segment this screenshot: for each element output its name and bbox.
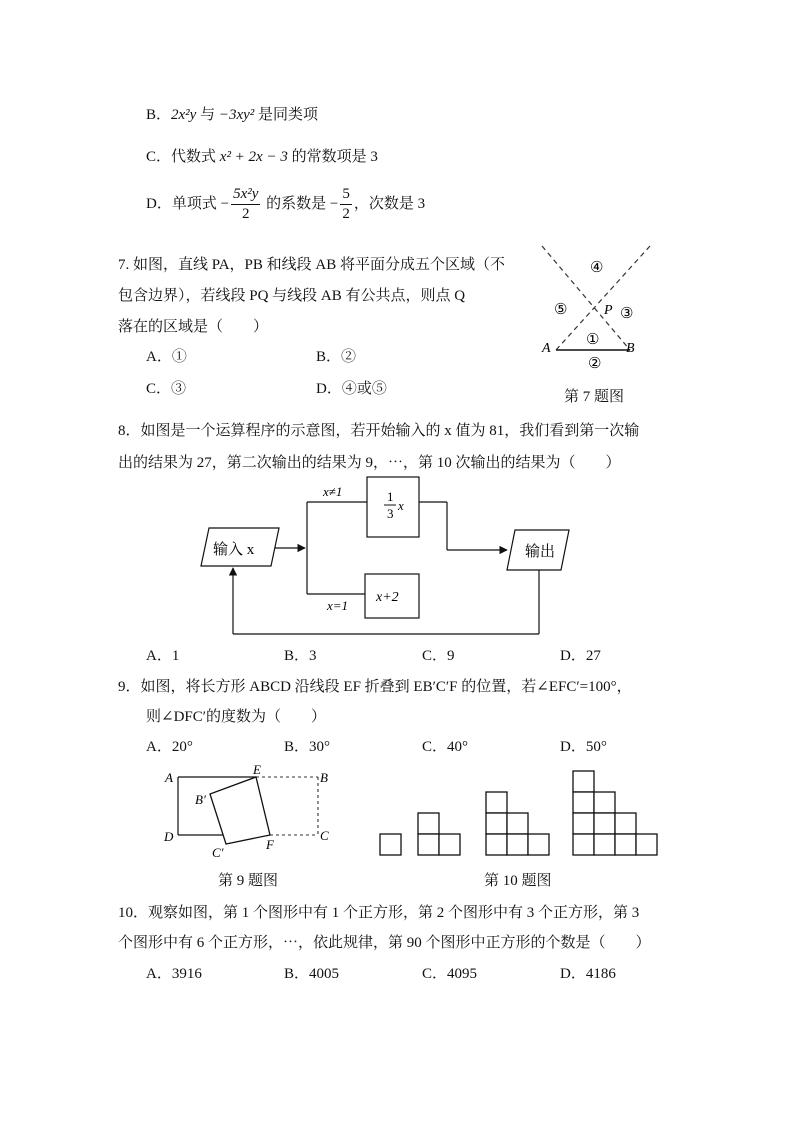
q6-option-c [146,150,378,165]
q10-square [507,813,528,834]
q10-square [486,834,507,855]
q6-option-d-denominator: 2 [241,206,250,222]
q6-option-c-label: C． [146,149,172,165]
q9-label-f: F [266,837,274,852]
q7-option-d: D．④或⑤ [316,381,387,397]
q8-cond-top: x≠1 [323,484,343,499]
q6-option-b [146,108,318,123]
q7-text-line1: 7. 如图，直线 PA，PB 和线段 AB 将平面分成五个区域（不 [118,257,505,273]
q10-figure [376,768,666,860]
q6-option-d [146,187,425,222]
q9-label-c1: C′ [212,845,224,860]
q7-option-b: B．② [316,349,357,365]
q10-figure-1 [380,834,401,855]
q6-option-c-tail: 的常数项是 3 [287,149,378,165]
q8-op-bottom-label: x+2 [376,590,399,605]
q6-option-d-mid: 的系数是 − [262,195,339,212]
q9-option-d: D．50° [560,739,607,755]
q6-option-c-expr: x² + 2x − 3 [219,149,288,165]
q7-label-p: P [604,303,613,318]
q7-text-line3: 落在的区域是（ ） [118,319,269,335]
q6-option-d-pre: 单项式 − [171,195,230,212]
q9-figure-caption: 第 9 题图 [218,873,279,889]
q10-square [418,834,439,855]
q8-option-c: C．9 [422,648,455,664]
q10-square [573,792,594,813]
q8-option-a: A．1 [146,648,180,664]
q10-square [573,834,594,855]
q8-text-line1: 8．如图是一个运算程序的示意图，若开始输入的 x 值为 81，我们看到第一次输 [118,423,640,439]
q10-figure-2 [418,813,460,855]
q10-square [615,834,636,855]
q6-option-b-tail: 是同类项 [254,107,319,123]
q8-flowchart [195,472,575,642]
q6-option-d-numerator: 5x²y [231,187,260,205]
q7-figure-caption: 第 7 题图 [564,389,625,405]
q9-label-b: B [320,770,328,785]
q10-option-d: D．4186 [560,966,616,982]
q10-square [439,834,460,855]
q7-region-4: ④ [590,260,604,276]
q9-option-a: A．20° [146,739,193,755]
q6-option-b-term-b: −3xy² [218,107,255,123]
q9-label-e: E [253,762,261,777]
q7-region-1: ① [586,332,600,348]
q7-figure [530,240,660,380]
q8-input-label: 输入 x [213,542,255,558]
q10-text-line1: 10．观察如图，第 1 个图形中有 1 个正方形，第 2 个图形中有 3 个正方形，第 3 [118,905,640,921]
q9-option-c: C．40° [422,739,469,755]
q10-square [573,813,594,834]
q10-figure-4 [573,771,657,855]
q9-figure [160,762,340,862]
q8-option-d: D．27 [560,648,601,664]
q7-option-c: C．③ [146,381,187,397]
q10-text-line2: 个图形中有 6 个正方形，⋯，依此规律，第 90 个图形中正方形的个数是（ ） [118,935,651,951]
q10-square [418,813,439,834]
q9-label-d: D [164,829,174,844]
q6-option-b-term-a: 2x²y [171,107,197,123]
q8-output-label: 输出 [525,544,556,560]
q10-square [486,813,507,834]
q10-square [615,813,636,834]
q6-option-d-tail: ，次数是 3 [353,195,426,212]
q7-region-3: ③ [620,306,634,322]
q8-op-top-var: x [398,498,404,513]
q10-square [486,792,507,813]
q8-op-top-num: 1 [387,489,394,504]
q9-text-line2: 则∠DFC′的度数为（ ） [146,709,327,725]
q9-label-c: C [320,828,329,843]
q6-option-b-mid: 与 [196,107,219,123]
q10-option-c: C．4095 [422,966,478,982]
q6-option-d-denominator2: 2 [342,206,350,222]
q10-square [507,834,528,855]
q10-square [594,834,615,855]
q10-square [380,834,401,855]
q6-option-d-fraction2 [340,187,352,222]
q9-folded-quad [210,777,270,844]
q7-text-line2: 包含边界），若线段 PQ 与线段 AB 有公共点，则点 Q [118,288,466,304]
q6-option-d-label: D． [146,195,172,212]
q6-option-d-numerator2: 5 [340,187,352,205]
q10-figure-caption: 第 10 题图 [484,873,552,889]
q9-label-a: A [165,770,173,785]
q8-option-b: B．3 [284,648,317,664]
q10-figure-3 [486,792,549,855]
q10-option-a: A．3916 [146,966,202,982]
q7-region-2: ② [588,356,602,372]
q10-square [573,771,594,792]
q10-square [594,813,615,834]
q6-option-b-label: B． [146,107,172,123]
q6-option-c-pre: 代数式 [171,149,220,165]
q9-text-line1: 9．如图，将长方形 ABCD 沿线段 EF 折叠到 EB′C′F 的位置，若∠EFC′=100°， [118,679,632,695]
q10-square [528,834,549,855]
q7-option-a: A．① [146,349,187,365]
q6-option-d-fraction [231,187,260,222]
q9-option-b: B．30° [284,739,331,755]
q10-square [636,834,657,855]
q7-region-5: ⑤ [554,302,568,318]
q7-label-b: B [626,341,635,356]
q10-square [594,792,615,813]
q8-cond-bottom: x=1 [327,598,349,613]
q9-label-b1: B′ [195,792,206,807]
q7-label-a: A [542,341,551,356]
q10-option-b: B．4005 [284,966,340,982]
q8-op-top-den: 3 [387,506,394,521]
q8-text-line2: 出的结果为 27，第二次输出的结果为 9，⋯，第 10 次输出的结果为（ ） [118,455,621,471]
